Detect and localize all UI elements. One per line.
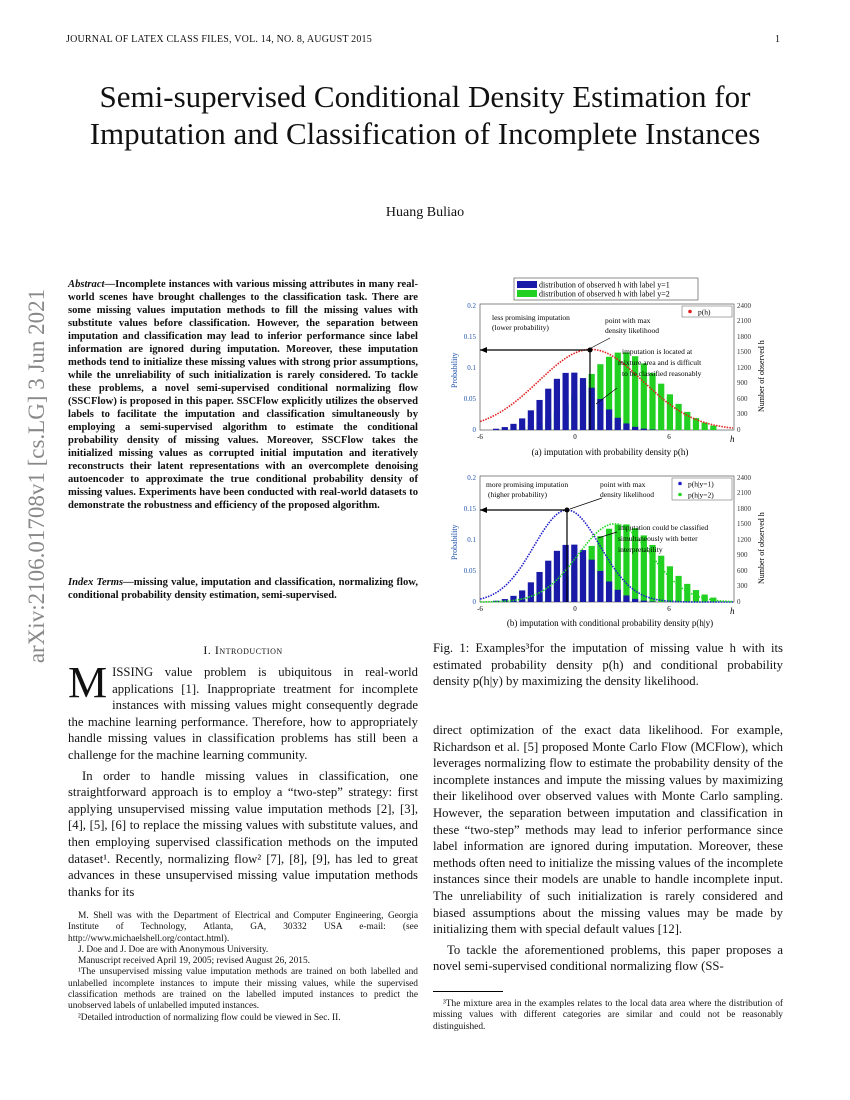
svg-text:1500: 1500 (737, 520, 751, 528)
bar-class1 (571, 545, 577, 602)
svg-text:1800: 1800 (737, 333, 751, 341)
svg-text:0.05: 0.05 (463, 567, 476, 575)
bar-class2 (710, 426, 716, 430)
x-axis-label: h (730, 434, 735, 444)
max-likelihood-point (588, 348, 593, 353)
bar-class1 (580, 550, 586, 602)
abstract-label: Abstract (68, 279, 105, 290)
svg-text:1200: 1200 (737, 364, 751, 372)
svg-text:1800: 1800 (737, 505, 751, 513)
index-terms-text: —missing value, imputation and classification, normalizing flow, conditional probability density estimation, semi-supervised. (68, 577, 418, 601)
footnote-rule (433, 991, 503, 992)
footnote: M. Shell was with the Department of Electrical and Computer Engineering, Georgia Institute of Technology, Atlanta, GA, 30332 USA e-mail: (see http://www.michaelshell.org/contact.html). (68, 911, 418, 944)
svg-text:simultaneously with better: simultaneously with better (618, 534, 698, 543)
panel-b (450, 474, 766, 628)
svg-text:1200: 1200 (737, 536, 751, 544)
section-title: Introduction (214, 643, 283, 657)
bar-class2 (675, 576, 681, 602)
bar-class1 (545, 561, 551, 602)
svg-text:2100: 2100 (737, 317, 751, 325)
legend-class1: distribution of observed h with label y=1 (539, 280, 670, 290)
svg-text:point with max: point with max (605, 316, 651, 325)
bar-class1 (519, 590, 525, 602)
bar-class1 (649, 429, 655, 430)
footnote: ²Detailed introduction of normalizing flow could be viewed in Sec. II. (78, 1012, 341, 1023)
svg-text:300: 300 (737, 582, 748, 590)
footnote: ¹The unsupervised missing value imputation methods are trained on both labelled and unlabelled incomplete instances to impute their missing values, while the supervised classification methods are trained on the labelled imputed instances to predict the unobserved labels of unlabelled imputed instances. (68, 967, 418, 1012)
bar-class1 (632, 427, 638, 430)
svg-text:2100: 2100 (737, 489, 751, 497)
bar-class1 (554, 379, 560, 430)
bar-class2 (675, 404, 681, 430)
bar-class1 (502, 427, 508, 430)
legend-swatch-class1 (517, 281, 537, 288)
svg-text:0.05: 0.05 (463, 395, 476, 403)
svg-text:mixture area and is difficult: mixture area and is difficult (618, 358, 702, 367)
svg-text:point with max: point with max (600, 480, 646, 489)
paragraph: direct optimization of the exact data likelihood. For example, Richardson et al. [5] proposed Monte Carlo Flow (MCFlow), which leverages normalizing flow to estimate the probability density of the incomplete instances and impute the missing values by maximizing their likelihood over observed values with Monte Carlo sampling. However, the separation between imputation and classification in these “two-step” methods may lead to inferior performance since label information are ignored during imputation. Moreover, these methods often need to initialize the missing values of the incomplete instances since their models are unable to handle incomplete input. The unreliability of such initialization is rarely considered and biased assumptions about the missing values may be made by initializing them with special default values [12]. (433, 723, 783, 937)
svg-text:0.1: 0.1 (467, 364, 476, 372)
abstract (68, 278, 418, 512)
bar-class2 (658, 556, 664, 602)
legend-p-h-y2: p(h|y=2) (688, 490, 714, 500)
bar-class2 (649, 373, 655, 430)
intro-paragraph-1: MISSING value problem is ubiquitous in real-world applications [1]. Inappropriate treatment for incomplete instances with missing values might consequently degrade the machine learning performance. Therefore, how to appropriately handle missing values in classification problems has still been a challenge for the machine learning community. (68, 658, 418, 762)
svg-text:0.2: 0.2 (467, 474, 476, 482)
bar-class1 (641, 429, 647, 430)
svg-text:600: 600 (737, 567, 748, 575)
intro-body (68, 658, 418, 904)
svg-text:more promising imputation: more promising imputation (486, 480, 569, 489)
footnote: Manuscript received April 19, 2005; revised August 26, 2015. (78, 956, 310, 967)
svg-text:0: 0 (472, 598, 476, 606)
bar-class1 (571, 373, 577, 430)
svg-text:(lower probability): (lower probability) (492, 323, 549, 332)
legend-swatch-class2 (517, 290, 537, 297)
bar-class1 (589, 560, 595, 602)
bar-class2 (632, 356, 638, 430)
svg-text:0: 0 (573, 605, 577, 613)
legend-p-h: p(h) (698, 307, 711, 317)
dropcap: M (68, 658, 108, 707)
svg-text:imputation could be classified: imputation could be classified (618, 523, 709, 532)
svg-text:0.2: 0.2 (467, 302, 476, 310)
page-number: 1 (775, 34, 780, 45)
y-axis-label: Probability (450, 352, 459, 388)
bar-class1 (519, 418, 525, 430)
bar-class1 (597, 571, 603, 602)
figure-1 (440, 276, 780, 632)
bar-class2 (667, 394, 673, 430)
y-axis-label-right: Number of observed h (757, 512, 766, 584)
bar-class1 (606, 581, 612, 602)
bar-class1 (623, 423, 629, 430)
bar-class1 (528, 410, 534, 430)
abstract-text: —Incomplete instances with various missing attributes in many real-world scenes have brought challenges to the classification task. There are some missing values imputation methods to fill the missing values with substitute values before classification. However, the separation between imputation and classification may lead to inferior performance since label information are ignored during imputation. Moreover, these imputation methods tend to initialize these missing values with strong prior assumptions, while the unreliability of such initialization is rarely considered. To tackle these problems, a novel semi-supervised conditional normalizing flow (SSCFlow) is proposed in this paper. SSCFlow explicitly utilizes the observed labels to facilitate the imputation and classification simultaneously by employing a semi-supervised algorithm to estimate the conditional probability density of missing values. Moreover, SSCFlow takes the initialized missing values as corrupted initial imputation and iteratively reconstructs their latent representations with an overcomplete denoising autoencoder to approximate the true conditional probability density of missing values. Experiments have been conducted with real-world datasets to demonstrate the robustness and efficiency of the proposed algorithm. (68, 279, 418, 511)
subcaption-a: (a) imputation with probability density p(h) (531, 447, 689, 457)
max-likelihood-point (565, 508, 570, 513)
index-terms (68, 576, 418, 602)
svg-text:2400: 2400 (737, 474, 751, 482)
svg-text:less promising imputation: less promising imputation (492, 313, 570, 322)
intro-paragraph-2: In order to handle missing values in classification, one straightforward approach is to employ a “two-step” strategy: first applying unsupervised missing value imputation methods [2], [3], [4], [5], [6] to replace the missing values with substitute values, and then employing supervised classification methods on the imputed dataset¹. Recently, normalizing flow² [7], [8], [9], has led to great advances in these unsupervised missing value imputation methods thanks for its (68, 768, 418, 899)
bar-class1 (615, 590, 621, 602)
index-terms-label: Index Terms (68, 577, 124, 588)
legend-p-h-y1: p(h|y=1) (688, 479, 714, 489)
svg-text:900: 900 (737, 551, 748, 559)
author: Huang Buliao (385, 205, 465, 220)
bar-class2 (658, 384, 664, 430)
x-axis-label: h (730, 606, 735, 616)
svg-text:0.15: 0.15 (463, 333, 476, 341)
arxiv-stamp (20, 288, 54, 664)
svg-text:0: 0 (472, 426, 476, 434)
section-heading: I. Introduction (203, 643, 283, 657)
bar-class1 (493, 429, 499, 430)
svg-text:0.15: 0.15 (463, 505, 476, 513)
footnote: J. Doe and J. Doe are with Anonymous University. (78, 944, 269, 955)
svg-text:density likelihood: density likelihood (605, 326, 659, 335)
bar-class1 (623, 595, 629, 602)
svg-text:0: 0 (737, 598, 741, 606)
paper-title: Semi-supervised Conditional Density Estimation for Imputation and Classification of Incomplete Instances (89, 79, 761, 151)
svg-text:1500: 1500 (737, 348, 751, 356)
bar-class1 (536, 400, 542, 430)
svg-text:900: 900 (737, 379, 748, 387)
bar-class1 (632, 599, 638, 602)
bar-class1 (528, 582, 534, 602)
svg-text:(higher probability): (higher probability) (488, 490, 547, 499)
bar-class1 (545, 389, 551, 430)
bar-class1 (597, 399, 603, 430)
svg-text:density likelihood: density likelihood (600, 490, 654, 499)
svg-text:interpretability: interpretability (618, 545, 663, 554)
bar-class1 (536, 572, 542, 602)
bar-class1 (606, 409, 612, 430)
bar-class1 (563, 545, 569, 602)
bar-class1 (649, 601, 655, 602)
svg-text:-6: -6 (477, 433, 483, 441)
y-axis-label-right: Number of observed h (757, 340, 766, 412)
svg-text:0.1: 0.1 (467, 536, 476, 544)
svg-text:imputation is located at: imputation is located at (622, 347, 693, 356)
svg-text:0: 0 (737, 426, 741, 434)
panel-a (450, 302, 766, 457)
svg-text:0: 0 (573, 433, 577, 441)
bar-class1 (615, 418, 621, 430)
footnote-right: ³The mixture area in the examples relates to the local data area where the distribution of missing values with different categories are similar and could not be reasonably distinguished. (433, 999, 783, 1032)
footnotes-left (68, 911, 418, 1024)
legend-class2: distribution of observed h with label y=2 (539, 289, 670, 299)
subcaption-b: (b) imputation with conditional probability density p(h|y) (506, 618, 714, 628)
bar-class2 (667, 566, 673, 602)
svg-text:300: 300 (737, 410, 748, 418)
svg-text:6: 6 (667, 605, 671, 613)
y-axis-label: Probability (450, 524, 459, 560)
arxiv-id: arXiv:2106.01708v1 [cs.LG] 3 Jun 2021 (24, 288, 49, 664)
bar-class1 (641, 601, 647, 602)
paragraph: To tackle the aforementioned problems, this paper proposes a novel semi-supervised conditional normalizing flow (SS- (433, 942, 783, 974)
figure-caption: Fig. 1: Examples³for the imputation of missing value h with its estimated probability density p(h) and conditional probability density p(h|y) by maximizing the density likelihood. (433, 641, 783, 689)
svg-text:2400: 2400 (737, 302, 751, 310)
body-right (433, 722, 783, 979)
bar-class1 (554, 551, 560, 602)
svg-text:-6: -6 (477, 605, 483, 613)
bar-class1 (563, 373, 569, 430)
svg-text:6: 6 (667, 433, 671, 441)
svg-text:600: 600 (737, 395, 748, 403)
running-header: JOURNAL OF LATEX CLASS FILES, VOL. 14, NO. 8, AUGUST 2015 (66, 34, 372, 45)
bar-class1 (510, 424, 516, 430)
bar-class1 (580, 378, 586, 430)
svg-text:to be classified reasonably: to be classified reasonably (622, 369, 702, 378)
